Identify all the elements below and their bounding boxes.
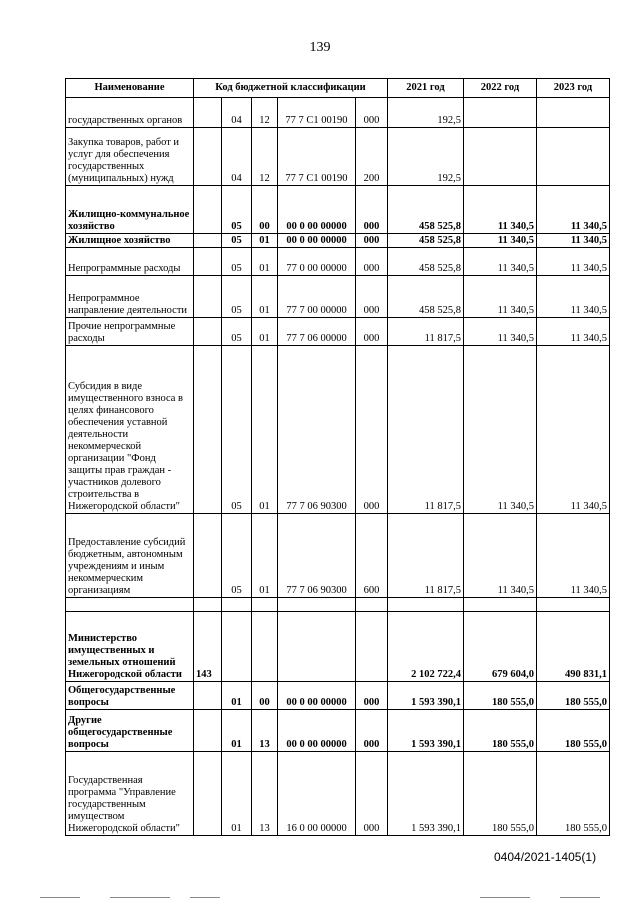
cell-2023: 11 340,5: [537, 234, 610, 248]
cell-name: Субсидия в виде имущественного взноса в целях финансового обеспечения уставной деятельности некоммерческой организации "Фонд защиты прав граждан - участников долевого строительства в Нижегородской области": [66, 346, 194, 514]
cell-admin-code: [194, 682, 222, 710]
cell-target-article: 77 7 С1 00190: [278, 98, 356, 128]
table-row: [66, 186, 610, 234]
cell-name: Министерство имущественных и земельных отношений Нижегородской области: [66, 612, 194, 682]
scan-artifact: [190, 897, 220, 898]
cell-section: 01: [222, 752, 252, 836]
header-code: Код бюджетной классификации: [194, 79, 388, 98]
cell-name: Предоставление субсидий бюджетным, автономным учреждениям и иным некоммерческим организациям: [66, 514, 194, 598]
cell-section: 05: [222, 318, 252, 346]
cell-name: Общегосударственные вопросы: [66, 682, 194, 710]
cell-2021: 458 525,8: [388, 248, 464, 276]
cell-2022: 11 340,5: [464, 248, 537, 276]
budget-table: [65, 78, 610, 836]
cell-admin-code: [194, 186, 222, 234]
cell-expense-type: 000: [356, 234, 388, 248]
cell-target-article: 00 0 00 00000: [278, 186, 356, 234]
cell-2023: 11 340,5: [537, 248, 610, 276]
cell-subsection: 00: [252, 682, 278, 710]
cell-section: [222, 598, 252, 612]
cell-expense-type: 000: [356, 98, 388, 128]
cell-admin-code: [194, 318, 222, 346]
scan-artifact: [480, 897, 530, 898]
header-2021: 2021 год: [388, 79, 464, 98]
cell-2021: 458 525,8: [388, 186, 464, 234]
cell-2023: 11 340,5: [537, 318, 610, 346]
table-row: [66, 276, 610, 318]
cell-target-article: 77 7 С1 00190: [278, 128, 356, 186]
cell-subsection: 12: [252, 128, 278, 186]
table-row: [66, 346, 610, 514]
cell-name: Непрограммное направление деятельности: [66, 276, 194, 318]
cell-name: Жилищно-коммунальное хозяйство: [66, 186, 194, 234]
table-row: [66, 318, 610, 346]
table-body: [66, 98, 610, 836]
header-2023: 2023 год: [537, 79, 610, 98]
cell-2023: 180 555,0: [537, 710, 610, 752]
cell-section: 01: [222, 710, 252, 752]
cell-section: 05: [222, 514, 252, 598]
cell-subsection: 01: [252, 514, 278, 598]
cell-subsection: 13: [252, 752, 278, 836]
cell-name: государственных органов: [66, 98, 194, 128]
cell-expense-type: [356, 612, 388, 682]
cell-subsection: 01: [252, 234, 278, 248]
cell-target-article: 00 0 00 00000: [278, 710, 356, 752]
cell-2023: 490 831,1: [537, 612, 610, 682]
cell-2021: 1 593 390,1: [388, 682, 464, 710]
cell-admin-code: [194, 128, 222, 186]
scan-artifact: [40, 897, 80, 898]
header-2022: 2022 год: [464, 79, 537, 98]
table-header-row: [66, 79, 610, 98]
cell-expense-type: 200: [356, 128, 388, 186]
table-row: [66, 514, 610, 598]
cell-2022: 180 555,0: [464, 710, 537, 752]
cell-expense-type: 000: [356, 276, 388, 318]
cell-expense-type: 600: [356, 514, 388, 598]
cell-admin-code: [194, 514, 222, 598]
cell-section: 05: [222, 276, 252, 318]
table-row: [66, 234, 610, 248]
cell-target-article: 77 0 00 00000: [278, 248, 356, 276]
cell-target-article: 77 7 00 00000: [278, 276, 356, 318]
cell-target-article: [278, 612, 356, 682]
cell-target-article: 00 0 00 00000: [278, 234, 356, 248]
cell-name: Закупка товаров, работ и услуг для обеспечения государственных (муниципальных) нужд: [66, 128, 194, 186]
scan-artifact: [110, 897, 170, 898]
cell-2021: 11 817,5: [388, 318, 464, 346]
table-row: [66, 98, 610, 128]
cell-section: 04: [222, 98, 252, 128]
cell-section: 05: [222, 248, 252, 276]
cell-admin-code: [194, 234, 222, 248]
cell-2023: [537, 98, 610, 128]
cell-2021: 11 817,5: [388, 346, 464, 514]
cell-expense-type: [356, 598, 388, 612]
cell-2022: 11 340,5: [464, 276, 537, 318]
cell-target-article: 16 0 00 00000: [278, 752, 356, 836]
cell-admin-code: [194, 752, 222, 836]
cell-subsection: 01: [252, 346, 278, 514]
cell-expense-type: 000: [356, 682, 388, 710]
cell-expense-type: 000: [356, 752, 388, 836]
table-row: [66, 248, 610, 276]
cell-name: Жилищное хозяйство: [66, 234, 194, 248]
cell-subsection: 01: [252, 276, 278, 318]
cell-name: Государственная программа "Управление государственным имуществом Нижегородской области": [66, 752, 194, 836]
cell-2022: [464, 128, 537, 186]
cell-target-article: 77 7 06 90300: [278, 514, 356, 598]
cell-target-article: 00 0 00 00000: [278, 682, 356, 710]
cell-subsection: [252, 598, 278, 612]
cell-target-article: 77 7 06 90300: [278, 346, 356, 514]
cell-admin-code: [194, 248, 222, 276]
cell-admin-code: [194, 710, 222, 752]
cell-expense-type: 000: [356, 186, 388, 234]
cell-2022: 11 340,5: [464, 318, 537, 346]
cell-section: 05: [222, 234, 252, 248]
cell-2023: 11 340,5: [537, 276, 610, 318]
cell-2022: 11 340,5: [464, 234, 537, 248]
header-name: Наименование: [66, 79, 194, 98]
table-row: [66, 598, 610, 612]
cell-2021: 1 593 390,1: [388, 752, 464, 836]
cell-2022: 11 340,5: [464, 514, 537, 598]
cell-2021: 192,5: [388, 98, 464, 128]
cell-2023: 180 555,0: [537, 752, 610, 836]
table-row: [66, 682, 610, 710]
cell-2021: 1 593 390,1: [388, 710, 464, 752]
cell-2022: 679 604,0: [464, 612, 537, 682]
cell-2022: 180 555,0: [464, 682, 537, 710]
cell-name: Другие общегосударственные вопросы: [66, 710, 194, 752]
table-row: [66, 612, 610, 682]
cell-name: [66, 598, 194, 612]
cell-2021: 192,5: [388, 128, 464, 186]
cell-subsection: 01: [252, 248, 278, 276]
cell-2023: [537, 128, 610, 186]
cell-2021: 458 525,8: [388, 276, 464, 318]
document-code: 0404/2021-1405(1): [494, 850, 597, 864]
cell-2023: 11 340,5: [537, 186, 610, 234]
cell-section: [222, 612, 252, 682]
cell-admin-code: [194, 598, 222, 612]
cell-subsection: 13: [252, 710, 278, 752]
cell-name: Прочие непрограммные расходы: [66, 318, 194, 346]
cell-section: 05: [222, 186, 252, 234]
cell-admin-code: [194, 346, 222, 514]
cell-2022: [464, 598, 537, 612]
cell-subsection: 00: [252, 186, 278, 234]
cell-2022: 11 340,5: [464, 186, 537, 234]
cell-2023: [537, 598, 610, 612]
cell-admin-code: [194, 276, 222, 318]
table-row: [66, 128, 610, 186]
cell-section: 04: [222, 128, 252, 186]
cell-2022: 180 555,0: [464, 752, 537, 836]
cell-target-article: [278, 598, 356, 612]
cell-2023: 180 555,0: [537, 682, 610, 710]
cell-subsection: 01: [252, 318, 278, 346]
cell-2021: 458 525,8: [388, 234, 464, 248]
cell-section: 01: [222, 682, 252, 710]
cell-2021: [388, 598, 464, 612]
cell-2021: 2 102 722,4: [388, 612, 464, 682]
cell-subsection: 12: [252, 98, 278, 128]
cell-2021: 11 817,5: [388, 514, 464, 598]
table-row: [66, 752, 610, 836]
cell-admin-code: [194, 98, 222, 128]
table-row: [66, 710, 610, 752]
cell-expense-type: 000: [356, 318, 388, 346]
cell-name: Непрограммные расходы: [66, 248, 194, 276]
cell-expense-type: 000: [356, 710, 388, 752]
scan-artifact: [560, 897, 600, 898]
cell-subsection: [252, 612, 278, 682]
cell-section: 05: [222, 346, 252, 514]
cell-2022: [464, 98, 537, 128]
cell-admin-code: 143: [194, 612, 222, 682]
cell-expense-type: 000: [356, 346, 388, 514]
cell-expense-type: 000: [356, 248, 388, 276]
cell-2022: 11 340,5: [464, 346, 537, 514]
cell-2023: 11 340,5: [537, 514, 610, 598]
page-number: 139: [309, 40, 331, 55]
cell-2023: 11 340,5: [537, 346, 610, 514]
cell-target-article: 77 7 06 00000: [278, 318, 356, 346]
